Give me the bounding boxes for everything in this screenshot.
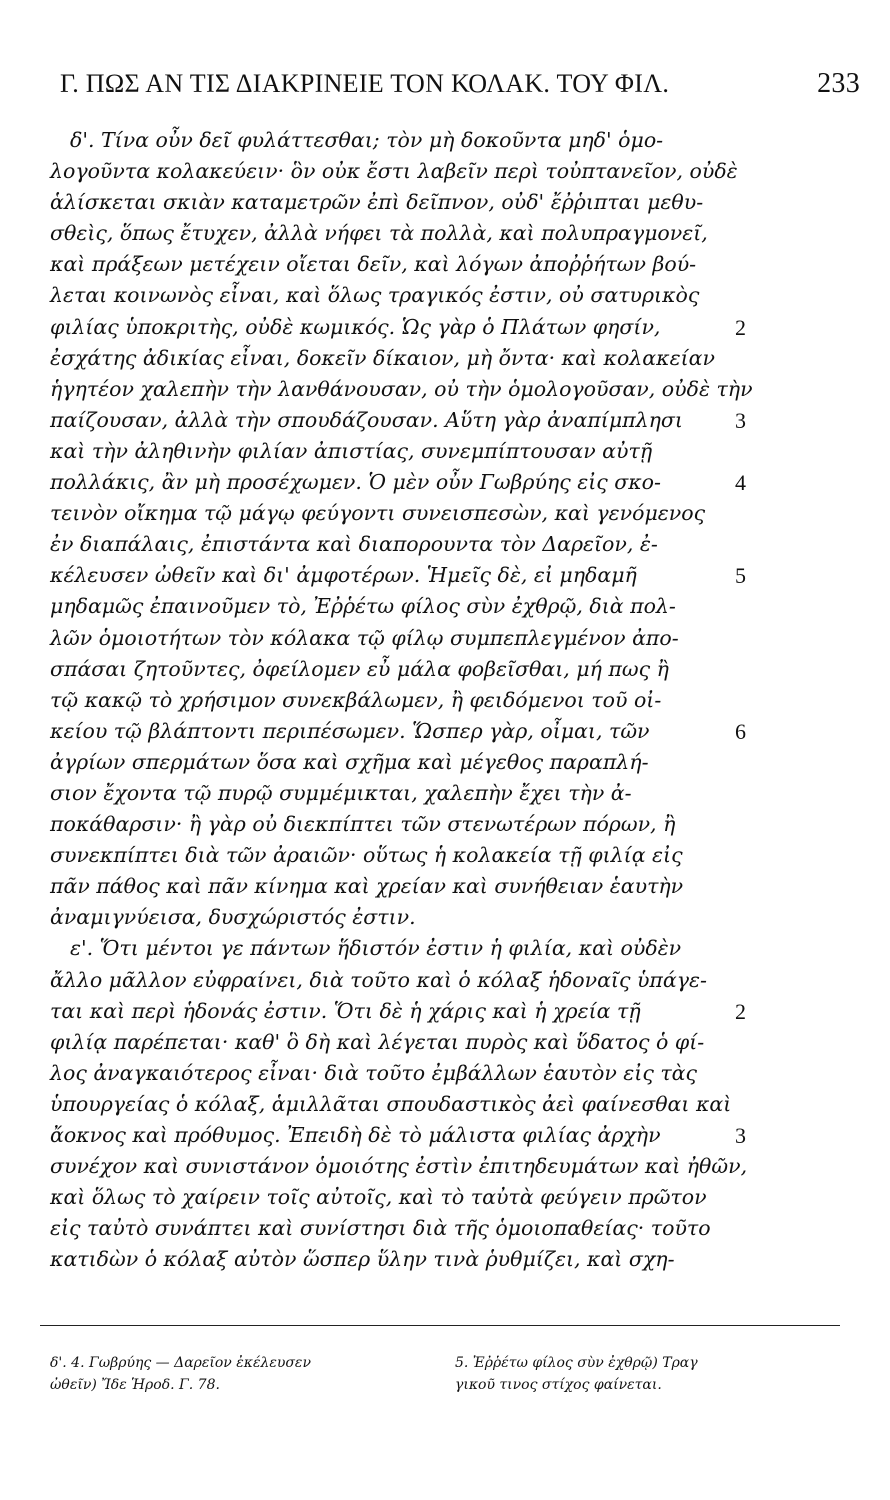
- text-line-content: καὶ πράξεων μετέχειν οἴεται δεῖν, καὶ λόγων ἀποῤῥήτων βού-: [50, 252, 697, 277]
- text-line-content: λος ἀναγκαιότερος εἶναι· διὰ τοῦτο ἐμβάλλων ἑαυτὸν εἰς τὰς: [50, 1060, 698, 1085]
- text-line-content: συνέχον καὶ συνιστάνον ὁμοιότης ἐστὶν ἐπιτηδευμάτων καὶ ἠθῶν,: [50, 1154, 748, 1179]
- footnote-line: γικοῦ τινος στίχος φαίνεται.: [455, 1377, 662, 1393]
- text-line-content: ἄλλο μᾶλλον εὐφραίνει, διὰ τοῦτο καὶ ὁ κόλαξ ἡδοναῖς ὑπάγε-: [50, 967, 707, 992]
- footnote-column-1: [50, 1352, 420, 1396]
- margin-section-number: 5: [735, 563, 746, 589]
- text-line: [50, 778, 740, 809]
- text-line: [50, 249, 740, 280]
- text-line-content: καὶ τὴν ἀληθινὴν φιλίαν ἀπιστίας, συνεμπίπτουσαν αὐτῇ: [50, 438, 653, 463]
- text-line: [50, 871, 740, 902]
- footnotes: [50, 1352, 850, 1396]
- text-line: [50, 1182, 740, 1213]
- text-line: [50, 591, 740, 622]
- text-line-content: ἁλίσκεται σκιὰν καταμετρῶν ἐπὶ δεῖπνον, οὐδ' ἔῤῥιπται μεθυ-: [50, 190, 704, 215]
- text-line-content: καὶ ὅλως τὸ χαίρειν τοῖς αὐτοῖς, καὶ τὸ ταὐτὰ φεύγειν πρῶτον: [50, 1185, 707, 1210]
- footnote-column-2: [455, 1352, 825, 1396]
- text-line: [50, 374, 753, 405]
- margin-section-number: 2: [735, 998, 746, 1024]
- text-line-content: ἀναμιγνύεισα, δυσχώριστός ἐστιν.: [50, 905, 416, 930]
- text-line-content: λῶν ὁμοιοτήτων τὸν κόλακα τῷ φίλῳ συμπεπλεγμένον ἀπο-: [50, 625, 679, 650]
- text-line: [50, 1058, 740, 1089]
- text-line-content: ε'. Ὅτι μέντοι γε πάντων ἥδιστόν ἐστιν ἡ φιλία, καὶ οὐδὲν: [70, 936, 682, 961]
- text-line: [50, 560, 746, 591]
- text-line: [50, 436, 740, 467]
- text-line-content: ἡγητέον χαλεπὴν τὴν λανθάνουσαν, οὐ τὴν ὁμολογοῦσαν, οὐδὲ τὴν: [50, 376, 753, 401]
- text-line-content: κατιδὼν ὁ κόλαξ αὐτὸν ὥσπερ ὕλην τινὰ ῥυθμίζει, καὶ σχη-: [50, 1247, 675, 1272]
- text-line-content: μηδαμῶς ἐπαινοῦμεν τὸ, Ἐῤῥέτω φίλος σὺν ἐχθρῷ, διὰ πολ-: [50, 594, 676, 619]
- text-line: [50, 405, 746, 436]
- text-line: [50, 156, 740, 187]
- text-line-content: ται καὶ περὶ ἡδονάς ἐστιν. Ὅτι δὲ ἡ χάρις καὶ ἡ χρεία τῇ: [50, 998, 641, 1023]
- main-text: [50, 125, 753, 1275]
- text-line: [50, 187, 740, 218]
- text-line-content: εἰς ταὐτὸ συνάπτει καὶ συνίστησι διὰ τῆς ὁμοιοπαθείας· τοῦτο: [50, 1216, 711, 1241]
- text-line: [50, 1089, 740, 1120]
- text-line: [50, 312, 746, 343]
- text-line-content: κέλευσεν ὠθεῖν καὶ δι' ἀμφοτέρων. Ἡμεῖς δὲ, εἰ μηδαμῆ: [50, 563, 637, 588]
- footnote-line: 5. Ἐῤῥέτω φίλος σὺν ἐχθρῷ) Τραγ: [455, 1355, 698, 1371]
- text-line-content: ἐσχάτης ἀδικίας εἶναι, δοκεῖν δίκαιον, μὴ ὄντα· καὶ κολακείαν: [50, 345, 715, 370]
- footnote-divider: [40, 1325, 840, 1327]
- text-line: [50, 280, 740, 311]
- text-line-content: τῷ κακῷ τὸ χρήσιμον συνεκβάλωμεν, ἢ φειδόμενοι τοῦ οἰ-: [50, 687, 662, 712]
- text-line: [50, 654, 740, 685]
- text-line-content: ἄοκνος καὶ πρόθυμος. Ἐπειδὴ δὲ τὸ μάλιστα φιλίας ἀρχὴν: [50, 1123, 661, 1147]
- page-number: 233: [817, 68, 860, 99]
- text-line: [50, 965, 740, 996]
- text-line-content: παίζουσαν, ἀλλὰ τὴν σπουδάζουσαν. Αὕτη γὰρ ἀναπίμπλησι: [50, 407, 683, 432]
- margin-section-number: 3: [735, 1123, 746, 1148]
- text-line-content: συνεκπίπτει διὰ τῶν ἀραιῶν· οὕτως ἡ κολακεία τῇ φιλίᾳ εἰς: [50, 843, 683, 868]
- text-line-content: τεινὸν οἴκημα τῷ μάγῳ φεύγοντι συνεισπεσὼν, καὶ γενόμενος: [50, 501, 706, 526]
- text-line: [50, 747, 740, 778]
- text-line: [50, 1027, 740, 1058]
- text-line-content: ποκάθαρσιν· ἢ γὰρ οὐ διεκπίπτει τῶν στενωτέρων πόρων, ἢ: [50, 812, 676, 837]
- footnote-line: δ'. 4. Γωβρύης — Δαρεῖον ἐκέλευσεν: [50, 1355, 311, 1371]
- text-line: [50, 933, 740, 964]
- text-line-content: πᾶν πάθος καὶ πᾶν κίνημα καὶ χρείαν καὶ συνήθειαν ἑαυτὴν: [50, 874, 684, 899]
- text-line: [50, 467, 746, 498]
- text-line-content: πολλάκις, ἂν μὴ προσέχωμεν. Ὁ μὲν οὖν Γωβρύης εἰς σκο-: [50, 470, 661, 495]
- text-line: [50, 218, 740, 249]
- margin-section-number: 4: [735, 470, 746, 496]
- footnote-line: ὠθεῖν) Ἴδε Ἡροδ. Γ. 78.: [50, 1377, 220, 1393]
- text-line-content: ὑπουργείας ὁ κόλαξ, ἁμιλλᾶται σπουδαστικὸς ἀεὶ φαίνεσθαι καὶ: [50, 1091, 732, 1116]
- text-line: [50, 716, 746, 747]
- text-line: [50, 902, 740, 933]
- text-line: [50, 1120, 746, 1151]
- text-line: [50, 809, 740, 840]
- text-line: [50, 685, 740, 716]
- text-line-content: φιλίᾳ παρέπεται· καθ' ὃ δὴ καὶ λέγεται πυρὸς καὶ ὕδατος ὁ φί-: [50, 1029, 705, 1054]
- text-line: [50, 1151, 748, 1182]
- text-line: [50, 840, 740, 871]
- text-line: [50, 125, 740, 156]
- text-line-content: φιλίας ὑποκριτὴς, οὐδὲ κωμικός. Ὡς γὰρ ὁ Πλάτων φησίν,: [50, 314, 661, 339]
- margin-section-number: 6: [735, 718, 746, 744]
- text-line-content: κείου τῷ βλάπτοντι περιπέσωμεν. Ὥσπερ γὰρ, οἶμαι, τῶν: [50, 718, 650, 743]
- text-line: [50, 343, 740, 374]
- text-line: [50, 1213, 740, 1244]
- text-line: [50, 1244, 740, 1275]
- text-line-content: ἀγρίων σπερμάτων ὅσα καὶ σχῆμα καὶ μέγεθος παραπλή-: [50, 749, 649, 774]
- text-line-content: σπάσαι ζητοῦντες, ὀφείλομεν εὖ μάλα φοβεῖσθαι, μή πως ἢ: [50, 656, 669, 681]
- text-line-content: δ'. Τίνα οὖν δεῖ φυλάττεσθαι; τὸν μὴ δοκοῦντα μηδ' ὁμο-: [70, 128, 664, 152]
- text-line-content: σιον ἔχοντα τῷ πυρῷ συμμέμικται, χαλεπὴν ἔχει τὴν ἀ-: [50, 780, 632, 805]
- text-line: [50, 996, 746, 1027]
- running-header: [60, 68, 860, 100]
- text-line-content: ἐν διαπάλαις, ἐπιστάντα καὶ διαπορουντα τὸν Δαρεῖον, ἐ-: [50, 532, 658, 557]
- header-title: Γ. ΠΩΣ ΑΝ ΤΙΣ ΔΙΑΚΡΙΝΕΙΕ ΤΟΝ ΚΟΛΑΚ. ΤΟΥ ΦΙΛ.: [60, 69, 670, 98]
- text-line-content: σθεὶς, ὅπως ἔτυχεν, ἀλλὰ νήφει τὰ πολλὰ, καὶ πολυπραγμονεῖ,: [50, 221, 708, 246]
- margin-section-number: 2: [735, 314, 746, 340]
- text-line: [50, 498, 740, 529]
- text-line: [50, 623, 740, 654]
- text-line-content: λογοῦντα κολακεύειν· ὃν οὐκ ἔστι λαβεῖν περὶ τοὐπτανεῖον, οὐδὲ: [50, 159, 738, 184]
- text-line: [50, 529, 740, 560]
- margin-section-number: 3: [735, 407, 746, 433]
- text-line-content: λεται κοινωνὸς εἶναι, καὶ ὅλως τραγικός ἐστιν, οὐ σατυρικὸς: [50, 283, 700, 308]
